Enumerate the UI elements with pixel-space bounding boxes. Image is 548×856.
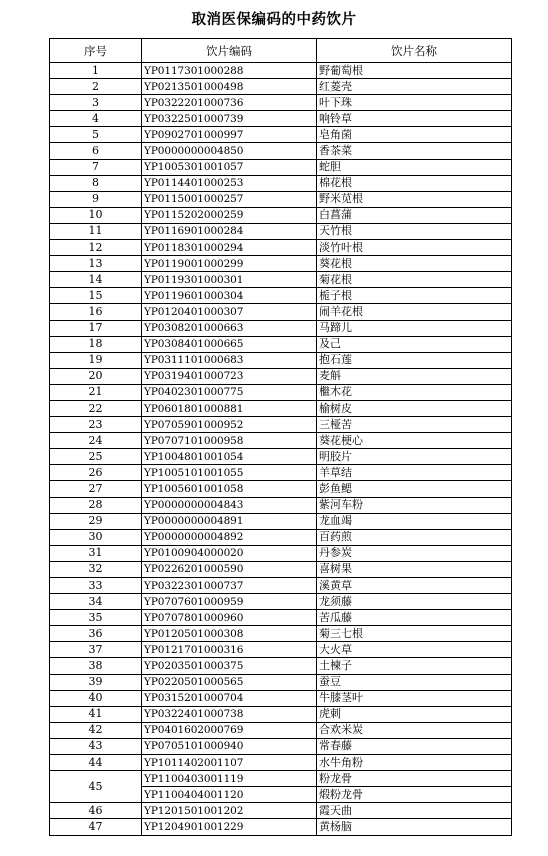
- row-number: 24: [50, 433, 142, 449]
- table-row: [50, 594, 512, 610]
- row-number: 12: [50, 240, 142, 256]
- row-number: 9: [50, 191, 142, 207]
- herb-name: 香茶菜: [317, 143, 512, 159]
- row-number: 43: [50, 738, 142, 754]
- herb-code: YP0220501000565: [142, 674, 317, 690]
- row-number: 25: [50, 449, 142, 465]
- table-row: [50, 256, 512, 272]
- herb-code: YP0226201000590: [142, 561, 317, 577]
- row-number: 1: [50, 63, 142, 79]
- herb-code: YP0120501000308: [142, 626, 317, 642]
- table-row: [50, 658, 512, 674]
- herb-code: YP1005301001057: [142, 159, 317, 175]
- herb-code: YP1100403001119: [142, 771, 317, 787]
- row-number: 5: [50, 127, 142, 143]
- herb-name: 土楝子: [317, 658, 512, 674]
- herb-code: YP1005601001058: [142, 481, 317, 497]
- column-header-no: 序号: [50, 39, 142, 63]
- table-row: [50, 771, 512, 787]
- herb-code: YP0315201000704: [142, 690, 317, 706]
- herb-name: 霞天曲: [317, 803, 512, 819]
- herb-name: 紫河车粉: [317, 497, 512, 513]
- row-number: 32: [50, 561, 142, 577]
- table-row: [50, 738, 512, 754]
- herb-name: 菊三七根: [317, 626, 512, 642]
- herb-code: YP1011402001107: [142, 755, 317, 771]
- herb-name: 抱石莲: [317, 352, 512, 368]
- row-number: 27: [50, 481, 142, 497]
- table-row: [50, 481, 512, 497]
- row-number: 42: [50, 722, 142, 738]
- herb-name: 龙血竭: [317, 513, 512, 529]
- row-number: 44: [50, 755, 142, 771]
- table-row: [50, 352, 512, 368]
- table-row: [50, 722, 512, 738]
- herb-name: 葵花梗心: [317, 433, 512, 449]
- table-row: [50, 207, 512, 223]
- herb-name: 明胶片: [317, 449, 512, 465]
- herb-name: 皂角菌: [317, 127, 512, 143]
- row-number: 47: [50, 819, 142, 835]
- herb-name: 虎刺: [317, 706, 512, 722]
- table-row: [50, 545, 512, 561]
- row-number: 40: [50, 690, 142, 706]
- table-row: [50, 578, 512, 594]
- herb-name: 蛇胆: [317, 159, 512, 175]
- table-row: [50, 79, 512, 95]
- herb-code: YP1100404001120: [142, 787, 317, 803]
- herb-name: 煅粉龙骨: [317, 787, 512, 803]
- table-row: [50, 433, 512, 449]
- row-number: 33: [50, 578, 142, 594]
- herb-name: 三桠苦: [317, 417, 512, 433]
- table-row: [50, 384, 512, 400]
- row-number: 37: [50, 642, 142, 658]
- herb-code: YP0601801000881: [142, 400, 317, 416]
- herb-name: 菊花根: [317, 272, 512, 288]
- herb-code: YP0119301000301: [142, 272, 317, 288]
- row-number: 6: [50, 143, 142, 159]
- herb-code: YP0705101000940: [142, 738, 317, 754]
- row-number: 20: [50, 368, 142, 384]
- herb-name: 合欢米炭: [317, 722, 512, 738]
- herb-code: YP0707101000958: [142, 433, 317, 449]
- row-number: 46: [50, 803, 142, 819]
- herb-name: 马蹄儿: [317, 320, 512, 336]
- herb-name: 叶下珠: [317, 95, 512, 111]
- table-row: [50, 223, 512, 239]
- herb-name: 檵木花: [317, 384, 512, 400]
- herb-code: YP0116901000284: [142, 223, 317, 239]
- herb-code: YP0322301000737: [142, 578, 317, 594]
- herb-name: 葵花根: [317, 256, 512, 272]
- row-number: 3: [50, 95, 142, 111]
- herb-name: 龙须藤: [317, 594, 512, 610]
- table-row: [50, 449, 512, 465]
- row-number: 35: [50, 610, 142, 626]
- table-row: [50, 819, 512, 835]
- herb-name: 粉龙骨: [317, 771, 512, 787]
- herb-code: YP0319401000723: [142, 368, 317, 384]
- herb-name: 苦瓜藤: [317, 610, 512, 626]
- herb-code: YP0000000004850: [142, 143, 317, 159]
- herb-code: YP0213501000498: [142, 79, 317, 95]
- table-row: [50, 803, 512, 819]
- row-number: 2: [50, 79, 142, 95]
- herb-code: YP1005101001055: [142, 465, 317, 481]
- herb-name: 闹羊花根: [317, 304, 512, 320]
- herb-code: YP1204901001229: [142, 819, 317, 835]
- row-number: 17: [50, 320, 142, 336]
- herb-name: 棉花根: [317, 175, 512, 191]
- herb-name: 红菱壳: [317, 79, 512, 95]
- herb-code: YP0203501000375: [142, 658, 317, 674]
- herb-code: YP0000000004891: [142, 513, 317, 529]
- herb-code: YP1004801001054: [142, 449, 317, 465]
- table-row: [50, 320, 512, 336]
- row-number: 18: [50, 336, 142, 352]
- herb-code: YP0322201000736: [142, 95, 317, 111]
- herb-name: 麦斛: [317, 368, 512, 384]
- herb-code: YP0402301000775: [142, 384, 317, 400]
- table-row: [50, 272, 512, 288]
- table-row: [50, 755, 512, 771]
- row-number: 19: [50, 352, 142, 368]
- table-row: [50, 143, 512, 159]
- herb-code: YP0115202000259: [142, 207, 317, 223]
- row-number: 7: [50, 159, 142, 175]
- herb-name: 牛膝茎叶: [317, 690, 512, 706]
- column-header-name: 饮片名称: [317, 39, 512, 63]
- herb-name: 喜树果: [317, 561, 512, 577]
- table-row: [50, 95, 512, 111]
- row-number: 23: [50, 417, 142, 433]
- table-row: [50, 497, 512, 513]
- table-row: [50, 304, 512, 320]
- row-number: 13: [50, 256, 142, 272]
- table-row: [50, 465, 512, 481]
- herb-table: [49, 38, 512, 836]
- table-row: [50, 642, 512, 658]
- herb-name: 栀子根: [317, 288, 512, 304]
- table-row: [50, 706, 512, 722]
- table-row: [50, 368, 512, 384]
- row-number: 8: [50, 175, 142, 191]
- row-number: 34: [50, 594, 142, 610]
- row-number: 29: [50, 513, 142, 529]
- table-row: [50, 63, 512, 79]
- row-number: 28: [50, 497, 142, 513]
- herb-name: 野葡萄根: [317, 63, 512, 79]
- row-number: 39: [50, 674, 142, 690]
- table-row: [50, 111, 512, 127]
- table-row: [50, 610, 512, 626]
- table-body: [50, 63, 512, 836]
- herb-code: YP0311101000683: [142, 352, 317, 368]
- herb-name: 野米苋根: [317, 191, 512, 207]
- herb-code: YP0707801000960: [142, 610, 317, 626]
- table-row: [50, 175, 512, 191]
- herb-code: YP0118301000294: [142, 240, 317, 256]
- table-row: [50, 400, 512, 416]
- row-number: 15: [50, 288, 142, 304]
- table-row: [50, 674, 512, 690]
- herb-name: 彭鱼鳃: [317, 481, 512, 497]
- table-row: [50, 159, 512, 175]
- herb-code: YP0308201000663: [142, 320, 317, 336]
- herb-name: 大火草: [317, 642, 512, 658]
- herb-code: YP0114401000253: [142, 175, 317, 191]
- row-number: 36: [50, 626, 142, 642]
- herb-code: YP0705901000952: [142, 417, 317, 433]
- row-number: 41: [50, 706, 142, 722]
- row-number: 14: [50, 272, 142, 288]
- table-row: [50, 336, 512, 352]
- table-row: [50, 626, 512, 642]
- herb-name: 溪黄草: [317, 578, 512, 594]
- herb-code: YP1201501001202: [142, 803, 317, 819]
- table-row: [50, 288, 512, 304]
- herb-code: YP0322501000739: [142, 111, 317, 127]
- herb-code: YP0121701000316: [142, 642, 317, 658]
- row-number: 21: [50, 384, 142, 400]
- herb-code: YP0322401000738: [142, 706, 317, 722]
- table-row: [50, 513, 512, 529]
- row-number: 31: [50, 545, 142, 561]
- table-row: [50, 561, 512, 577]
- herb-code: YP0902701000997: [142, 127, 317, 143]
- herb-name: 榆树皮: [317, 400, 512, 416]
- herb-name: 水牛角粉: [317, 755, 512, 771]
- herb-code: YP0100904000020: [142, 545, 317, 561]
- row-number: 38: [50, 658, 142, 674]
- herb-name: 及己: [317, 336, 512, 352]
- herb-code: YP0120401000307: [142, 304, 317, 320]
- row-number: 4: [50, 111, 142, 127]
- herb-code: YP0707601000959: [142, 594, 317, 610]
- row-number: 30: [50, 529, 142, 545]
- row-number: 11: [50, 223, 142, 239]
- row-number: 16: [50, 304, 142, 320]
- row-number: 45: [50, 771, 142, 803]
- page-title: 取消医保编码的中药饮片: [191, 12, 357, 28]
- table-row: [50, 127, 512, 143]
- herb-code: YP0119601000304: [142, 288, 317, 304]
- herb-code: YP0119001000299: [142, 256, 317, 272]
- table-row: [50, 191, 512, 207]
- row-number: 10: [50, 207, 142, 223]
- herb-name: 百药煎: [317, 529, 512, 545]
- column-header-code: 饮片编码: [142, 39, 317, 63]
- herb-name: 淡竹叶根: [317, 240, 512, 256]
- table-header-row: [50, 39, 512, 63]
- herb-name: 响铃草: [317, 111, 512, 127]
- herb-name: 白菖蒲: [317, 207, 512, 223]
- row-number: 22: [50, 400, 142, 416]
- herb-code: YP0000000004843: [142, 497, 317, 513]
- table-row: [50, 529, 512, 545]
- herb-code: YP0117301000288: [142, 63, 317, 79]
- herb-name: 丹参炭: [317, 545, 512, 561]
- herb-name: 蚕豆: [317, 674, 512, 690]
- herb-name: 黄杨脑: [317, 819, 512, 835]
- herb-code: YP0401602000769: [142, 722, 317, 738]
- herb-name: 天竹根: [317, 223, 512, 239]
- table-row: [50, 690, 512, 706]
- herb-code: YP0308401000665: [142, 336, 317, 352]
- table-row: [50, 240, 512, 256]
- herb-code: YP0000000004892: [142, 529, 317, 545]
- herb-code: YP0115001000257: [142, 191, 317, 207]
- herb-name: 羊草结: [317, 465, 512, 481]
- herb-name: 常春藤: [317, 738, 512, 754]
- table-row: [50, 417, 512, 433]
- row-number: 26: [50, 465, 142, 481]
